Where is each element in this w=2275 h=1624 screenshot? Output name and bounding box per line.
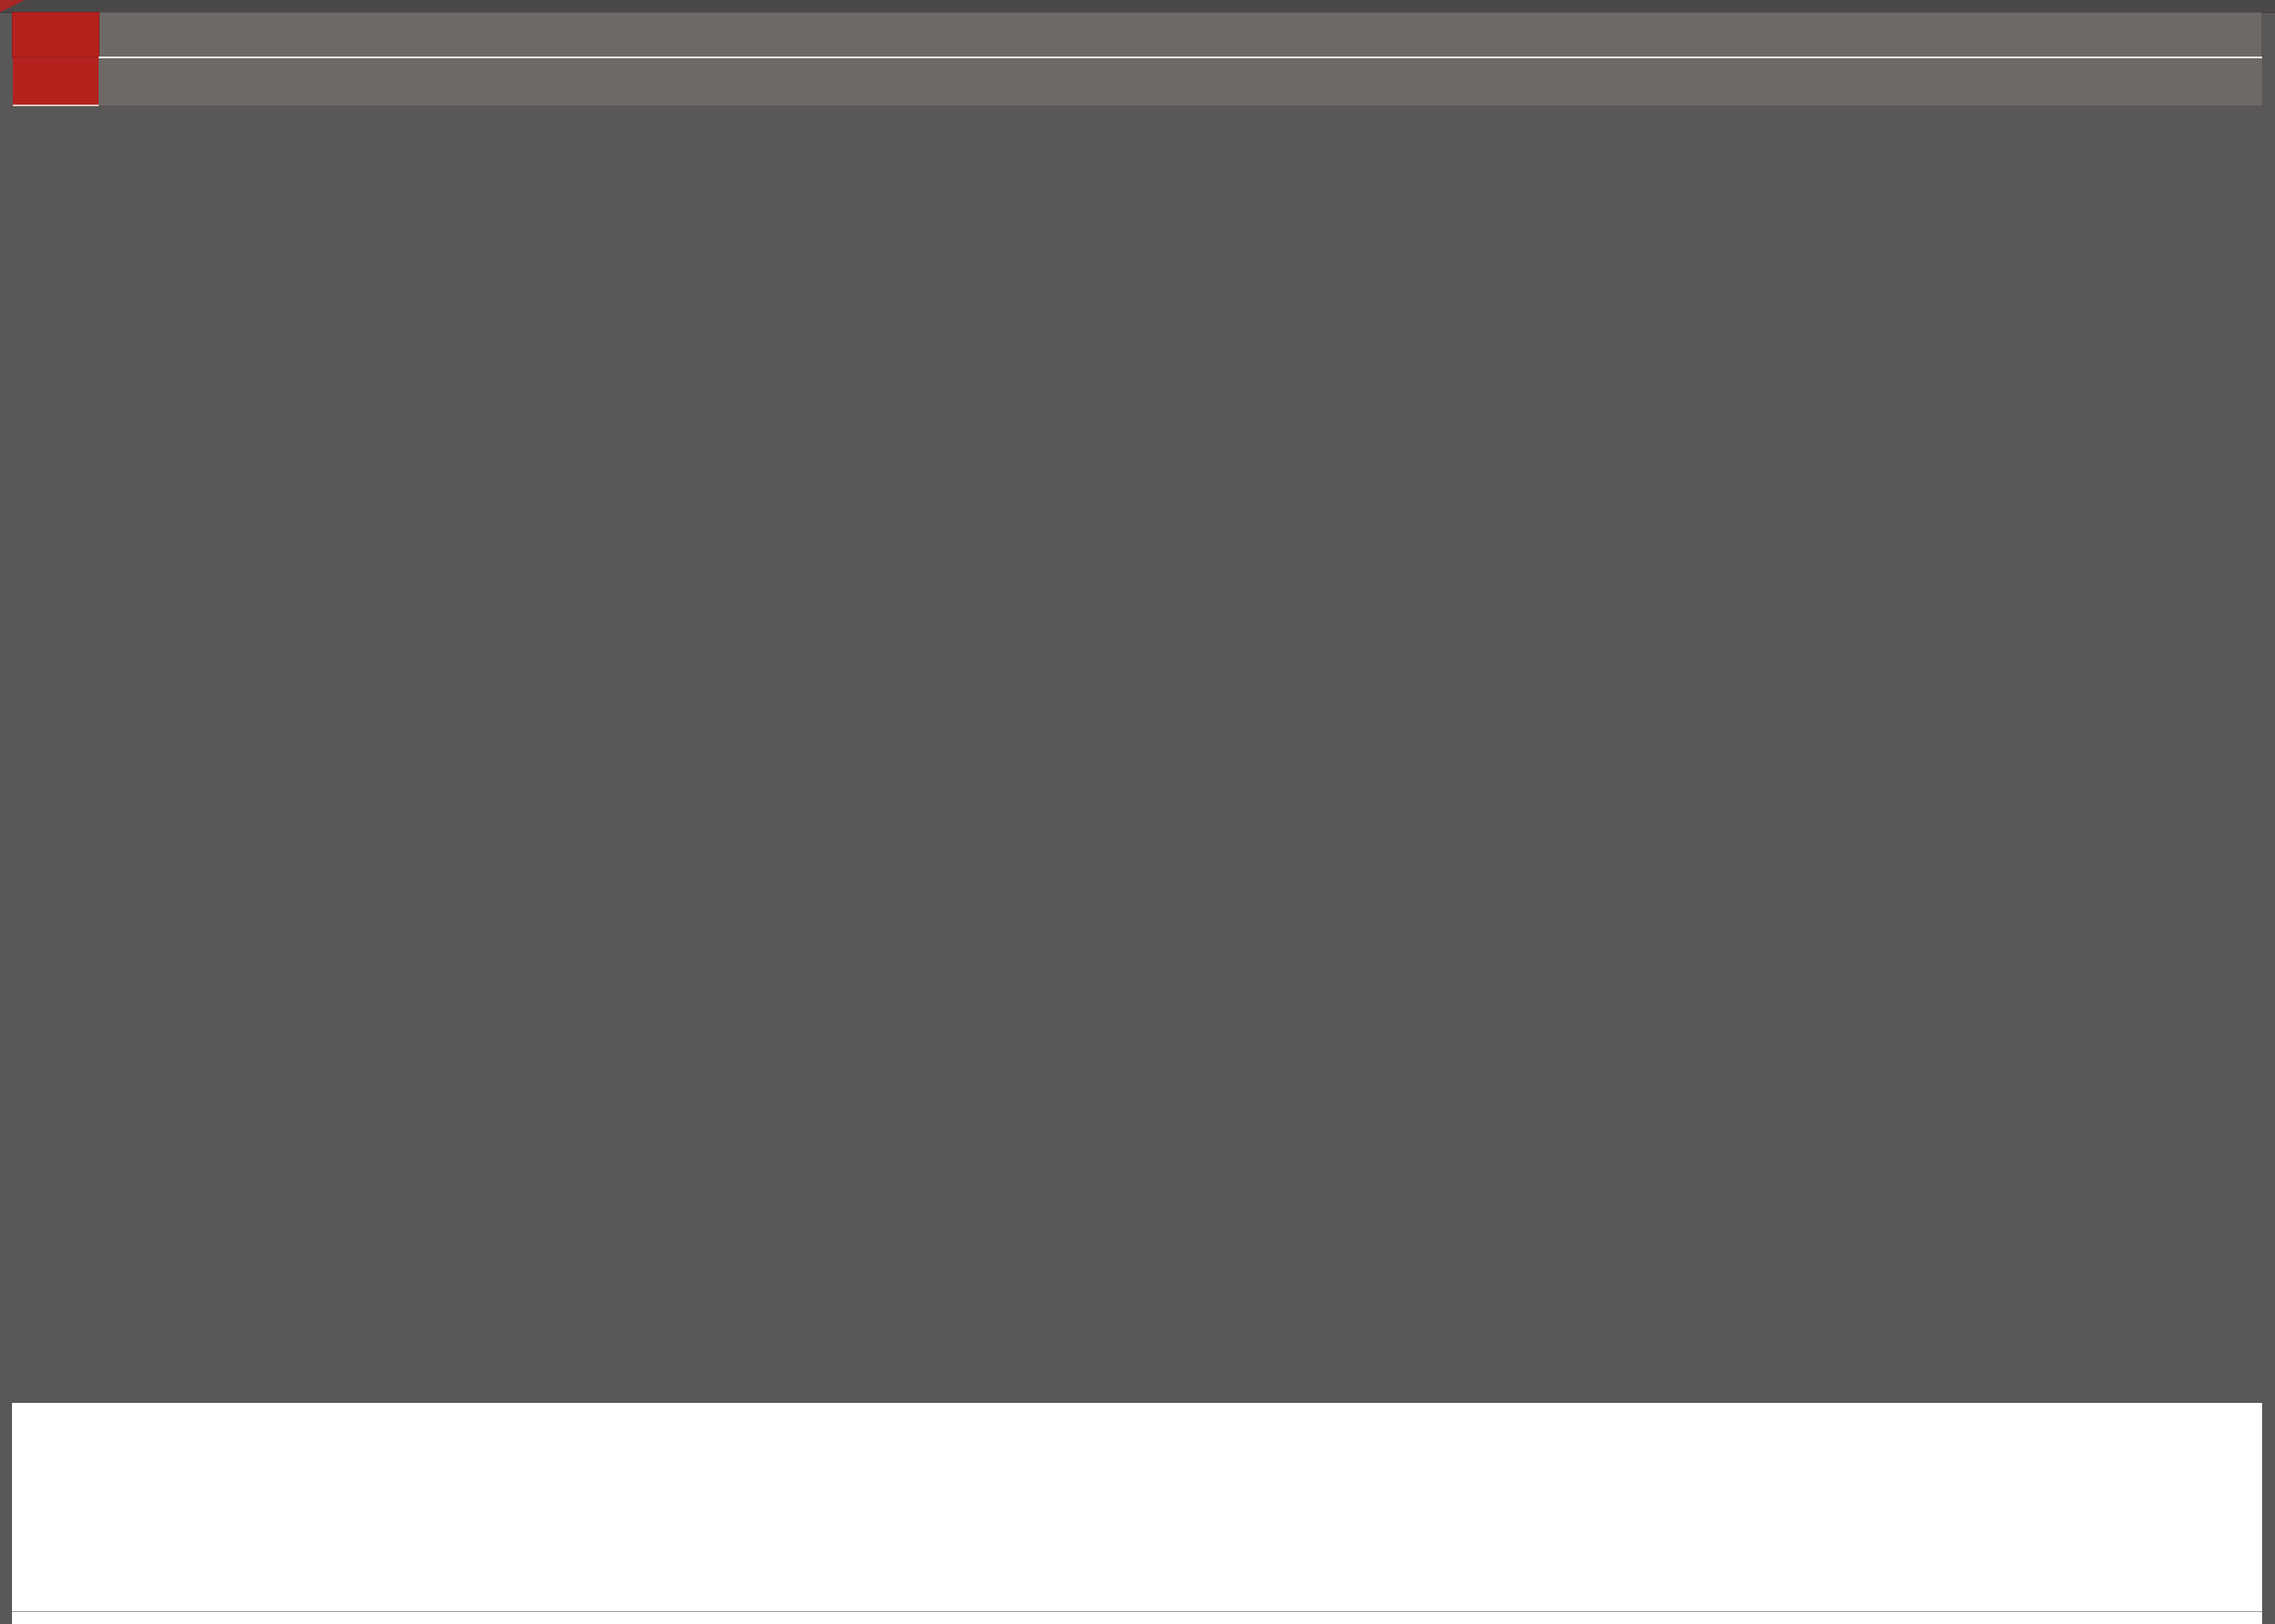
spreadsheet-top-strip bbox=[0, 0, 2275, 13]
table-subtitle bbox=[99, 57, 2261, 105]
spreadsheet-bottom-strip bbox=[12, 1611, 2262, 1624]
size-header-spacer bbox=[13, 57, 99, 105]
size-column-header bbox=[13, 13, 99, 57]
nozzle-selection-table bbox=[12, 12, 2262, 106]
pressure-title bbox=[99, 13, 2261, 57]
instructions-block bbox=[12, 1403, 2262, 1611]
